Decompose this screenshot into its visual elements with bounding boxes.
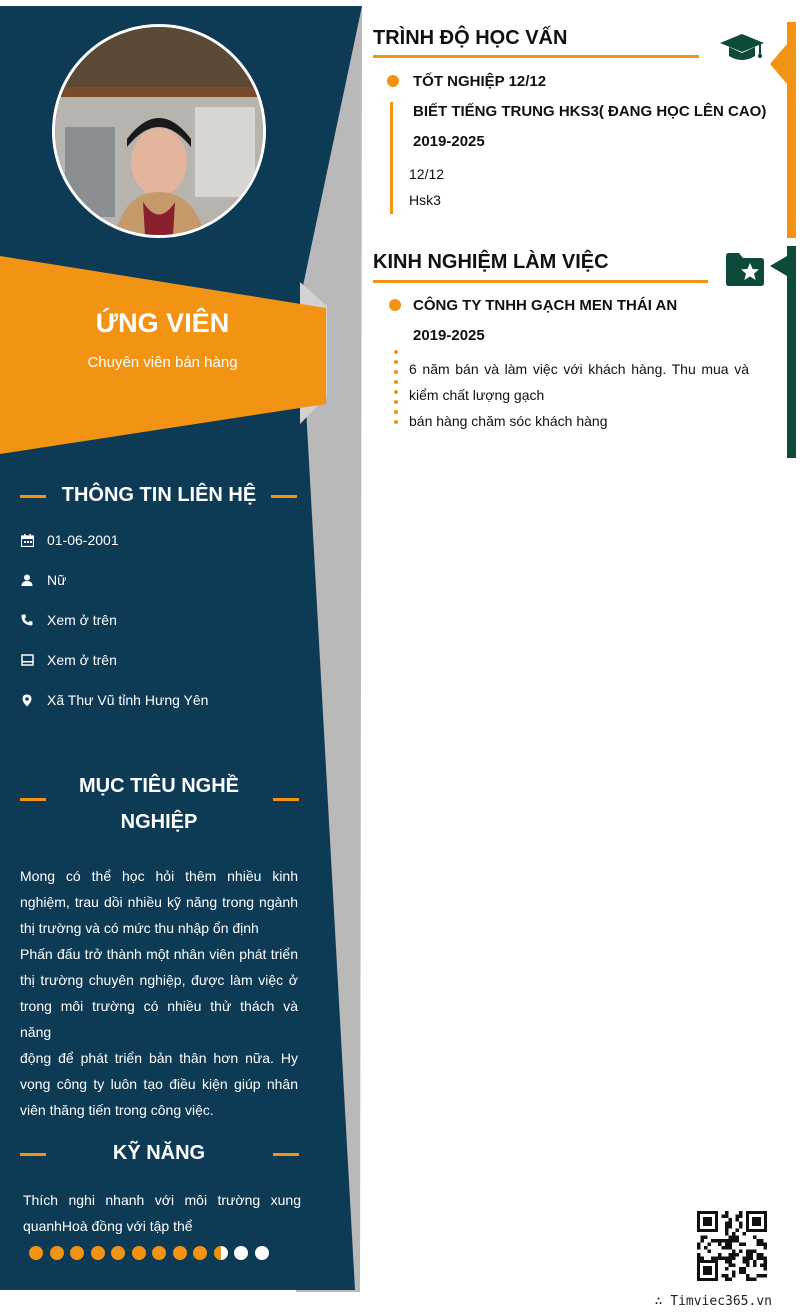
contact-section-title: THÔNG TIN LIÊN HỆ [61,484,257,506]
experience-line: kiểm chất lượng gạch [409,387,545,403]
skill-dot [50,1246,64,1260]
objective-line: vọng công ty luôn tạo điều kiện giúp nhân [20,1076,298,1092]
user-icon [20,573,34,587]
experience-section-title: KINH NGHIỆM LÀM VIỆC [373,251,609,273]
contact-birthday [20,530,119,550]
location-pin-icon [20,693,34,707]
avatar [52,24,266,238]
email-icon [20,653,34,667]
experience-timeline [394,350,398,430]
objective-title-line1: MỤC TIÊU NGHỀ [79,775,239,797]
experience-description [409,356,749,434]
skill-dot [173,1246,187,1260]
folder-star-icon [725,251,765,287]
skill-dot [91,1246,105,1260]
section-dash-left [20,1153,46,1156]
skill-dot [111,1246,125,1260]
objective-line: nghiệm, trau dồi nhiều kỹ năng trong ngành [20,894,298,910]
skills-text [23,1187,301,1239]
education-details [409,161,444,213]
section-dash-right [273,1153,299,1156]
education-bullet [387,75,399,87]
contact-value: 01-06-2001 [47,532,119,548]
qr-code [697,1211,767,1281]
skills-line: Thích nghi nhanh với môi trường xung [23,1192,301,1208]
objective-line: Phấn đấu trở thành một nhân viên phát triển [20,946,298,962]
experience-company: CÔNG TY TNHH GẠCH MEN THÁI AN [413,297,678,314]
section-dash-left [20,798,46,801]
objective-line: thị trường và có mức thu nhập ổn định [20,920,259,936]
education-detail: 12/12 [409,166,445,182]
education-section-title: TRÌNH ĐỘ HỌC VẤN [373,27,568,49]
objective-text [20,863,298,1123]
skill-dot [255,1246,269,1260]
skills-section-title: KỸ NĂNG [112,1142,206,1164]
experience-line: 6 năm bán và làm việc với khách hàng. Thu mua và [409,361,749,377]
contact-value: Nữ [47,572,67,588]
section-dash-right [271,495,297,498]
section-dash-right [273,798,299,801]
skill-rating [29,1246,275,1260]
experience-line: bán hàng chăm sóc khách hàng [409,413,608,429]
objective-title-line2: NGHIỆP [120,811,198,833]
education-subheading: BIẾT TIẾNG TRUNG HKS3( ĐANG HỌC LÊN CAO) [413,103,767,120]
phone-icon [20,613,34,627]
objective-line: động để phát triển bản thân hơn nữa. Hy [20,1050,298,1066]
education-underline [373,55,699,58]
section-dash-left [20,495,46,498]
contact-value: Xem ở trên [47,652,117,668]
skills-line: quanhHoà đồng với tập thể [23,1218,193,1234]
skill-dot [29,1246,43,1260]
contact-value: Xem ở trên [47,612,117,628]
skill-dot [234,1246,248,1260]
objective-line: thị trường chuyên nghiệp, được làm việc ở [20,972,298,988]
objective-section-title [50,768,268,840]
avatar-photo [55,27,263,235]
skill-dot [70,1246,84,1260]
experience-years: 2019-2025 [413,327,485,344]
education-detail: Hsk3 [409,192,441,208]
graduation-cap-icon [719,32,765,64]
skill-dot [214,1246,228,1260]
skill-dot [193,1246,207,1260]
objective-line: Mong có thể học hỏi thêm nhiều kinh [20,868,298,884]
candidate-name: ỨNG VIÊN [95,308,230,338]
experience-underline [373,280,708,283]
education-heading: TỐT NGHIỆP 12/12 [413,73,547,90]
contact-address [20,690,208,710]
education-timeline [390,102,393,214]
objective-line: viên thăng tiến trong công việc. [20,1102,214,1118]
experience-bullet [389,299,401,311]
calendar-icon [20,533,34,547]
candidate-role: Chuyên viên bán hàng [87,354,238,371]
education-years: 2019-2025 [413,133,485,150]
skill-dot [152,1246,166,1260]
contact-gender [20,570,66,590]
contact-email [20,650,117,670]
contact-value: Xã Thư Vũ tỉnh Hưng Yên [47,692,209,708]
contact-phone [20,610,117,630]
objective-line: trong môi trường có nhiều thử thách và năng [20,998,298,1040]
skill-dot [132,1246,146,1260]
footer-brand: ∴ Timviec365.vn [654,1294,772,1309]
